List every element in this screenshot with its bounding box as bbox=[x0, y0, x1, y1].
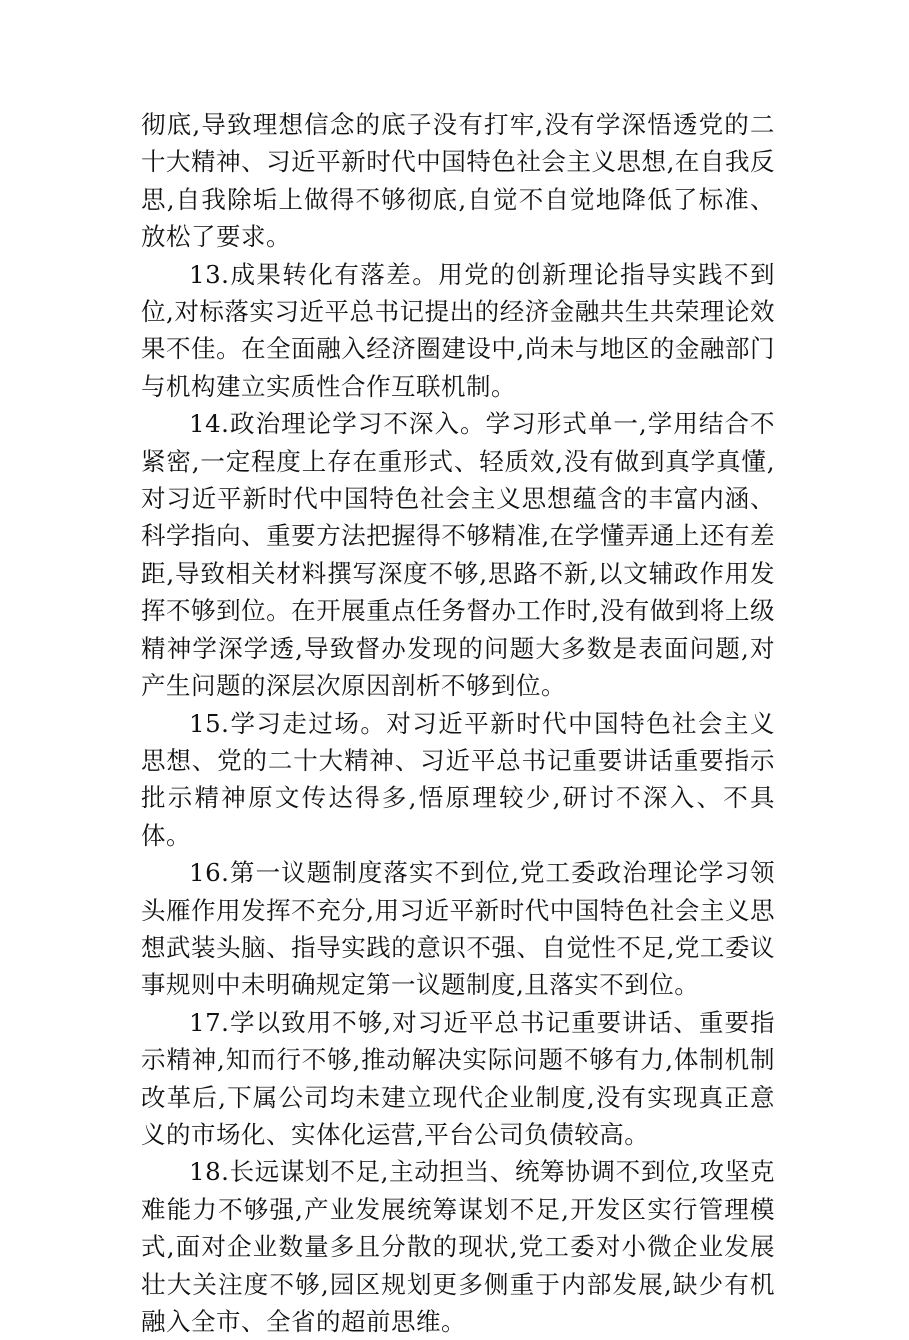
paragraph-item-17: 17.学以致用不够,对习近平总书记重要讲话、重要指示精神,知而行不够,推动解决实际问题不够有力,体制机制改革后,下属公司均未建立现代企业制度,没有实现真正意义的市场化、实体化运营,平台公司负债较高。 bbox=[141, 1007, 775, 1149]
paragraph-item-13: 13.成果转化有落差。用党的创新理论指导实践不到位,对标落实习近平总书记提出的经济金融共生共荣理论效果不佳。在全面融入经济圈建设中,尚未与地区的金融部门与机构建立实质性合作互联机制。 bbox=[141, 259, 775, 401]
document-body bbox=[141, 106, 775, 1340]
paragraph-item-15: 15.学习走过场。对习近平新时代中国特色社会主义思想、党的二十大精神、习近平总书记重要讲话重要指示批示精神原文传达得多,悟原理较少,研讨不深入、不具体。 bbox=[141, 708, 775, 850]
paragraph-item-16: 16.第一议题制度落实不到位,党工委政治理论学习领头雁作用发挥不充分,用习近平新时代中国特色社会主义思想武装头脑、指导实践的意识不强、自觉性不足,党工委议事规则中未明确规定第一议题制度,且落实不到位。 bbox=[141, 858, 775, 1000]
paragraph-item-14: 14.政治理论学习不深入。学习形式单一,学用结合不紧密,一定程度上存在重形式、轻质效,没有做到真学真懂,对习近平新时代中国特色社会主义思想蕴含的丰富内涵、科学指向、重要方法把握得不够精准,在学懂弄通上还有差距,导致相关材料撰写深度不够,思路不新,以文辅政作用发挥不够到位。在开展重点任务督办工作时,没有做到将上级精神学深学透,导致督办发现的问题大多数是表面问题,对产生问题的深层次原因剖析不够到位。 bbox=[141, 409, 775, 701]
paragraph-continuation: 彻底,导致理想信念的底子没有打牢,没有学深悟透党的二十大精神、习近平新时代中国特色社会主义思想,在自我反思,自我除垢上做得不够彻底,自觉不自觉地降低了标准、放松了要求。 bbox=[141, 110, 775, 252]
paragraph-item-18: 18.长远谋划不足,主动担当、统筹协调不到位,攻坚克难能力不够强,产业发展统筹谋划不足,开发区实行管理模式,面对企业数量多且分散的现状,党工委对小微企业发展壮大关注度不够,园区规划更多侧重于内部发展,缺少有机融入全市、全省的超前思维。 bbox=[141, 1157, 775, 1336]
